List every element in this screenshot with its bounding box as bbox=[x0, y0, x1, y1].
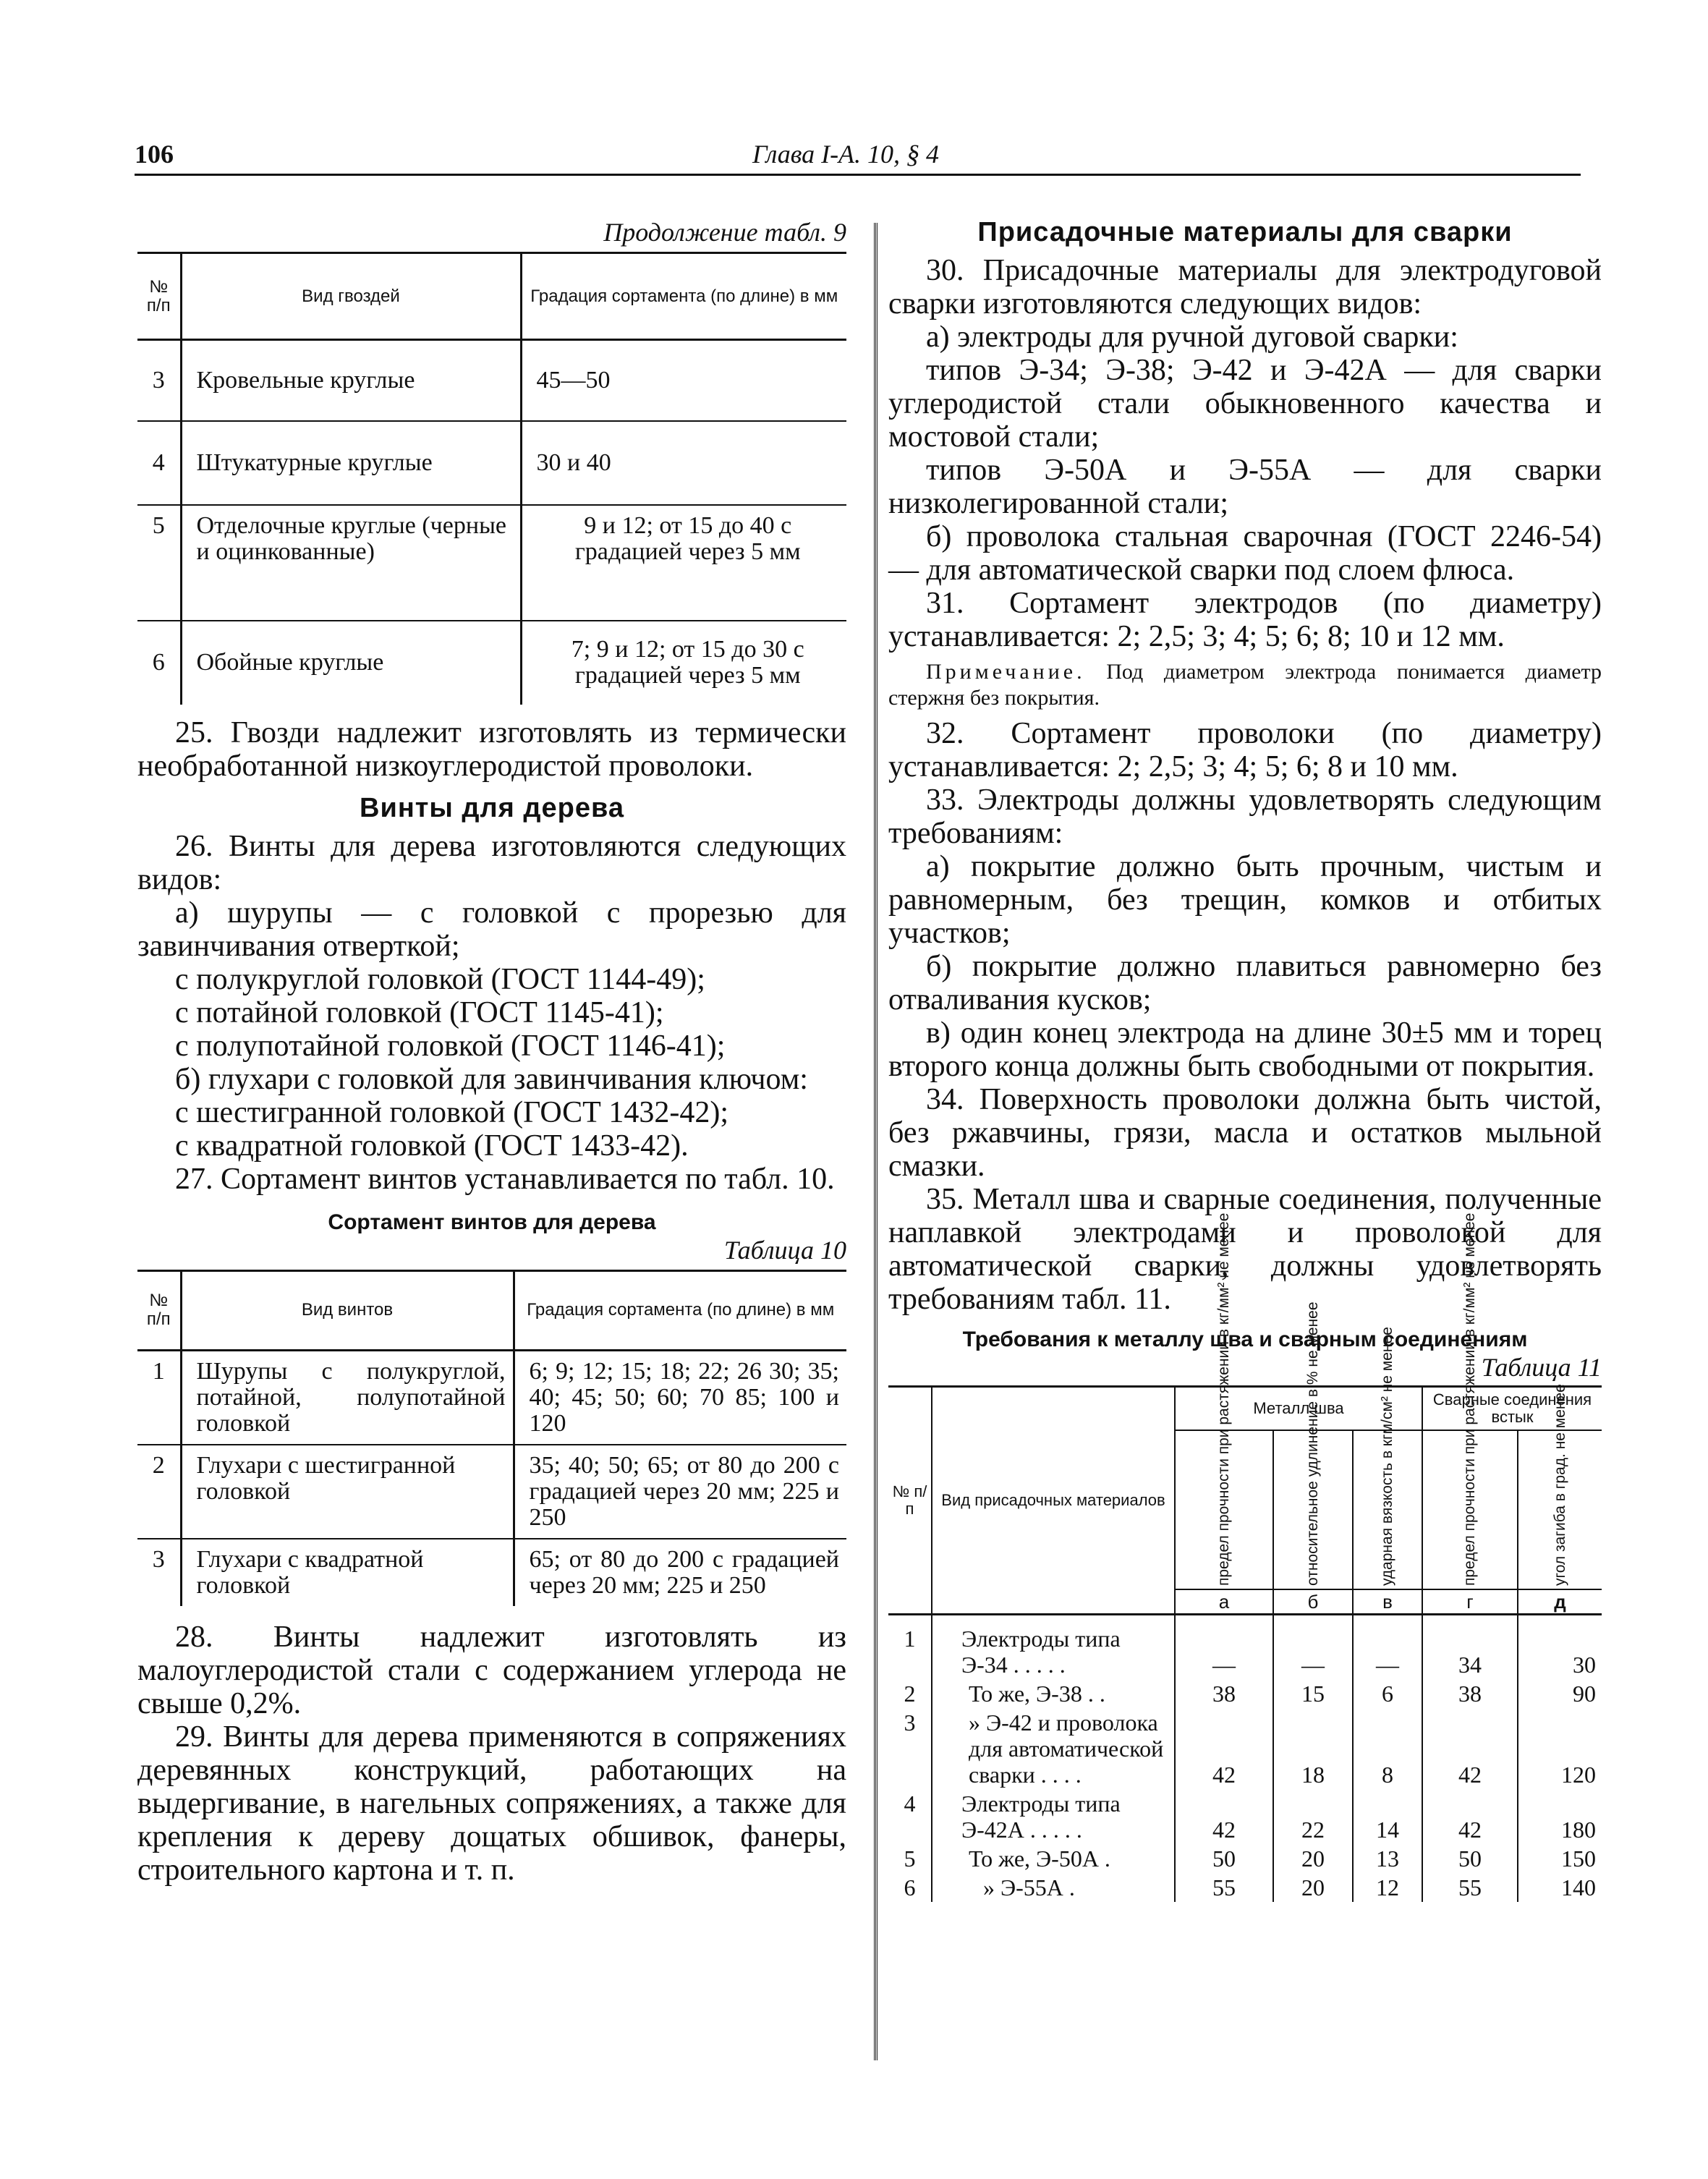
row-g: 50 bbox=[1422, 1844, 1518, 1873]
table10-col-kind: Вид винтов bbox=[181, 1270, 514, 1350]
row-kind: Кровельные круглые bbox=[181, 340, 521, 421]
row-kind: То же, Э-38 . . bbox=[932, 1679, 1175, 1708]
table11-col-no: № п/п bbox=[892, 1482, 927, 1518]
paragraph-30b: б) проволока стальная сварочная (ГОСТ 2246-54) — для автоматической сварки под слоем флюса. bbox=[888, 520, 1602, 587]
table11-col-v-label: ударная вязкость в кгм/см² не менее bbox=[1379, 1326, 1395, 1586]
paragraph-30a2: типов Э-50А и Э-55А — для сварки низколегированной стали; bbox=[888, 454, 1602, 520]
row-b: — bbox=[1273, 1614, 1353, 1679]
row-v: 6 bbox=[1353, 1679, 1422, 1708]
table-row bbox=[888, 1789, 1602, 1844]
table-row bbox=[137, 621, 846, 705]
row-g: 34 bbox=[1422, 1614, 1518, 1679]
table-9 bbox=[137, 252, 846, 705]
row-number: 5 bbox=[904, 1845, 916, 1872]
row-number: 3 bbox=[152, 366, 165, 394]
row-d: 30 bbox=[1518, 1614, 1602, 1679]
row-g: 55 bbox=[1422, 1873, 1518, 1902]
row-b: 20 bbox=[1273, 1844, 1353, 1873]
row-d: 180 bbox=[1518, 1789, 1602, 1844]
paragraph-30: 30. Присадочные материалы для электродуговой сварки изготовляются следующих видов: bbox=[888, 254, 1602, 320]
row-v: 14 bbox=[1353, 1789, 1422, 1844]
paragraph-25: 25. Гвозди надлежит изготовлять из термически необработанной низкоуглеродистой проволоки. bbox=[137, 715, 846, 783]
table10-title: Сортамент винтов для дерева bbox=[328, 1210, 656, 1234]
paragraph-27: 27. Сортамент винтов устанавливается по табл. 10. bbox=[175, 1162, 835, 1196]
row-d: 150 bbox=[1518, 1844, 1602, 1873]
row-kind: То же, Э-50А . bbox=[932, 1844, 1175, 1873]
table11-col-a bbox=[1175, 1212, 1273, 1589]
row-grad: 6; 9; 12; 15; 18; 22; 26 30; 35; 40; 45; 50; 60; 70 85; 100 и 120 bbox=[514, 1350, 846, 1445]
row-d: 120 bbox=[1518, 1708, 1602, 1789]
row-grad: 45—50 bbox=[521, 340, 846, 421]
row-kind: Глухари с шестигранной головкой bbox=[181, 1445, 514, 1539]
table10-col-grad: Градация сортамента (по длине) в мм bbox=[514, 1270, 846, 1350]
table-row bbox=[888, 1614, 1602, 1679]
row-kind: Обойные круглые bbox=[181, 621, 521, 705]
row-kind: » Э-42 и проволока для автоматической сварки . . . . bbox=[932, 1708, 1175, 1789]
row-number: 2 bbox=[904, 1680, 916, 1707]
table-row bbox=[137, 1445, 846, 1539]
row-b: 20 bbox=[1273, 1873, 1353, 1902]
row-number: 4 bbox=[904, 1790, 916, 1817]
table-row bbox=[888, 1708, 1602, 1789]
table11-letter-d: д bbox=[1518, 1589, 1602, 1615]
row-a: 55 bbox=[1175, 1873, 1273, 1902]
paragraph-28: 28. Винты надлежит изготовлять из малоуглеродистой стали с содержанием углерода не свыше 0,2%. bbox=[137, 1620, 846, 1720]
row-a: 42 bbox=[1175, 1789, 1273, 1844]
paragraph-26a: а) шурупы — с головкой с прорезью для завинчивания отверткой; bbox=[137, 896, 846, 963]
paragraph-26b1: с шестигранной головкой (ГОСТ 1432-42); bbox=[175, 1095, 728, 1129]
row-grad: 9 и 12; от 15 до 40 с градацией через 5 мм bbox=[521, 505, 846, 621]
row-d: 90 bbox=[1518, 1679, 1602, 1708]
row-g: 42 bbox=[1422, 1708, 1518, 1789]
right-column bbox=[888, 217, 1602, 1902]
paragraph-33c: в) один конец электрода на длине 30±5 мм и торец второго конца должны быть свободными от покрытия. bbox=[888, 1016, 1602, 1083]
table9-col-grad: Градация сортамента (по длине) в мм bbox=[521, 253, 846, 340]
paragraph-29: 29. Винты для дерева применяются в сопряжениях деревянных конструкций, работающих на выдергивание, в нагельных сопряжениях, а также для крепления к дереву дощатых обшивок, фанеры, строительного картона и т. п. bbox=[137, 1720, 846, 1887]
column-divider bbox=[874, 223, 878, 2060]
row-number: 1 bbox=[904, 1625, 916, 1652]
row-kind: Электроды типа Э-42А . . . . . bbox=[932, 1789, 1175, 1844]
heading-screws: Винты для дерева bbox=[360, 792, 624, 823]
paragraph-26a2: с потайной головкой (ГОСТ 1145-41); bbox=[175, 995, 664, 1029]
note-label: Примечание. bbox=[926, 660, 1086, 684]
row-a: — bbox=[1175, 1614, 1273, 1679]
paragraph-26b: б) глухари с головкой для завинчивания ключом: bbox=[175, 1062, 808, 1096]
row-kind: » Э-55А . bbox=[932, 1873, 1175, 1902]
note bbox=[888, 659, 1602, 711]
table11-col-d-label: угол загиба в град. не менее bbox=[1551, 1383, 1568, 1586]
paragraph-30a: а) электроды для ручной дуговой сварки: bbox=[926, 320, 1458, 354]
paragraph-33b: б) покрытие должно плавиться равномерно без отваливания кусков; bbox=[888, 950, 1602, 1016]
table11-group-metal: Металл шва bbox=[1175, 1387, 1422, 1430]
paragraph-26a1: с полукруглой головкой (ГОСТ 1144-49); bbox=[175, 962, 705, 996]
row-number: 6 bbox=[904, 1874, 916, 1900]
paragraph-26: 26. Винты для дерева изготовляются следующих видов: bbox=[137, 829, 846, 896]
paragraph-33: 33. Электроды должны удовлетворять следующим требованиям: bbox=[888, 783, 1602, 850]
table11-col-g-label: предел прочности при растяжении в кг/мм² не менее bbox=[1461, 1212, 1478, 1586]
row-kind: Электроды типа Э-34 . . . . . bbox=[932, 1614, 1175, 1679]
paragraph-33a: а) покрытие должно быть прочным, чистым и равномерным, без трещин, комков и отбитых участков; bbox=[888, 850, 1602, 950]
paragraph-31: 31. Сортамент электродов (по диаметру) устанавливается: 2; 2,5; 3; 4; 5; 6; 8; 10 и 12 мм. bbox=[888, 587, 1602, 653]
table9-caption: Продолжение табл. 9 bbox=[603, 218, 846, 247]
row-grad: 30 и 40 bbox=[521, 421, 846, 505]
running-header: Глава I-А. 10, § 4 bbox=[752, 140, 940, 169]
row-b: 15 bbox=[1273, 1679, 1353, 1708]
row-number: 6 bbox=[152, 649, 165, 676]
row-d: 140 bbox=[1518, 1873, 1602, 1902]
row-a: 42 bbox=[1175, 1708, 1273, 1789]
row-v: — bbox=[1353, 1614, 1422, 1679]
row-kind: Шурупы с полукруглой, потайной, полупотайной головкой bbox=[181, 1350, 514, 1445]
table11-title: Требования к металлу шва и сварным соединениям bbox=[962, 1328, 1528, 1351]
table11-col-b-label: относительное удлинение в % не менее bbox=[1304, 1301, 1321, 1586]
row-number: 2 bbox=[152, 1451, 165, 1479]
left-column bbox=[137, 217, 846, 1887]
paragraph-26a3: с полупотайной головкой (ГОСТ 1146-41); bbox=[175, 1029, 726, 1063]
paragraph-35: 35. Металл шва и сварные соединения, полученные наплавкой электродами и проволокой для автоматической сварки, должны удовлетворять требованиям табл. 11. bbox=[888, 1183, 1602, 1316]
table10-col-no: № п/п bbox=[146, 1291, 171, 1329]
table-row bbox=[137, 1350, 846, 1445]
table-row bbox=[137, 1539, 846, 1606]
row-b: 22 bbox=[1273, 1789, 1353, 1844]
table11-letter-a: а bbox=[1175, 1589, 1273, 1615]
row-v: 12 bbox=[1353, 1873, 1422, 1902]
row-kind: Глухари с квадратной головкой bbox=[181, 1539, 514, 1606]
table10-caption: Таблица 10 bbox=[723, 1235, 846, 1265]
row-v: 8 bbox=[1353, 1708, 1422, 1789]
table11-col-v bbox=[1353, 1326, 1422, 1589]
page-number: 106 bbox=[135, 140, 174, 169]
row-number: 1 bbox=[152, 1357, 165, 1385]
table11-letter-b: б bbox=[1273, 1589, 1353, 1615]
row-number: 3 bbox=[152, 1545, 165, 1573]
table11-letter-g: г bbox=[1422, 1589, 1518, 1615]
row-number: 5 bbox=[152, 511, 165, 539]
table11-caption: Таблица 11 bbox=[1481, 1353, 1602, 1382]
header-rule bbox=[135, 174, 1581, 176]
table11-col-d bbox=[1518, 1383, 1602, 1589]
row-grad: 7; 9 и 12; от 15 до 30 с градацией через 5 мм bbox=[521, 621, 846, 705]
table-10 bbox=[137, 1270, 846, 1606]
row-kind: Отделочные круглые (черные и оцинкованные) bbox=[181, 505, 521, 621]
paragraph-30a1: типов Э-34; Э-38; Э-42 и Э-42А — для сварки углеродистой стали обыкновенного качества и мостовой стали; bbox=[888, 354, 1602, 454]
table11-group-joint: Сварные соединения встык bbox=[1422, 1387, 1602, 1430]
paragraph-32: 32. Сортамент проволоки (по диаметру) устанавливается: 2; 2,5; 3; 4; 5; 6; 8 и 10 мм. bbox=[888, 717, 1602, 783]
table-row bbox=[137, 421, 846, 505]
row-b: 18 bbox=[1273, 1708, 1353, 1789]
table11-letter-v: в bbox=[1353, 1589, 1422, 1615]
row-v: 13 bbox=[1353, 1844, 1422, 1873]
table11-col-a-label: предел прочности при растяжении в кг/мм² не менее bbox=[1215, 1212, 1232, 1586]
table9-col-no: № п/п bbox=[146, 276, 171, 315]
row-kind: Штукатурные круглые bbox=[181, 421, 521, 505]
row-g: 38 bbox=[1422, 1679, 1518, 1708]
table-row bbox=[137, 505, 846, 621]
table-row bbox=[888, 1844, 1602, 1873]
row-number: 3 bbox=[904, 1709, 916, 1736]
row-grad: 35; 40; 50; 65; от 80 до 200 с градацией через 20 мм; 225 и 250 bbox=[514, 1445, 846, 1539]
row-g: 42 bbox=[1422, 1789, 1518, 1844]
table9-col-kind: Вид гвоздей bbox=[181, 253, 521, 340]
note-text: Под диаметром электрода понимается диаметр стержня без покрытия. bbox=[888, 660, 1602, 710]
row-number: 4 bbox=[152, 449, 165, 476]
row-a: 38 bbox=[1175, 1679, 1273, 1708]
table11-col-kind: Вид присадочных материалов bbox=[932, 1387, 1175, 1615]
table-row bbox=[888, 1873, 1602, 1902]
paragraph-34: 34. Поверхность проволоки должна быть чистой, без ржавчины, грязи, масла и остатков мыльной смазки. bbox=[888, 1083, 1602, 1183]
row-grad: 65; от 80 до 200 с градацией через 20 мм; 225 и 250 bbox=[514, 1539, 846, 1606]
row-a: 50 bbox=[1175, 1844, 1273, 1873]
table-row bbox=[137, 340, 846, 421]
table-row bbox=[888, 1679, 1602, 1708]
heading-filler-materials: Присадочные материалы для сварки bbox=[977, 217, 1513, 247]
paragraph-26b2: с квадратной головкой (ГОСТ 1433-42). bbox=[175, 1129, 689, 1163]
